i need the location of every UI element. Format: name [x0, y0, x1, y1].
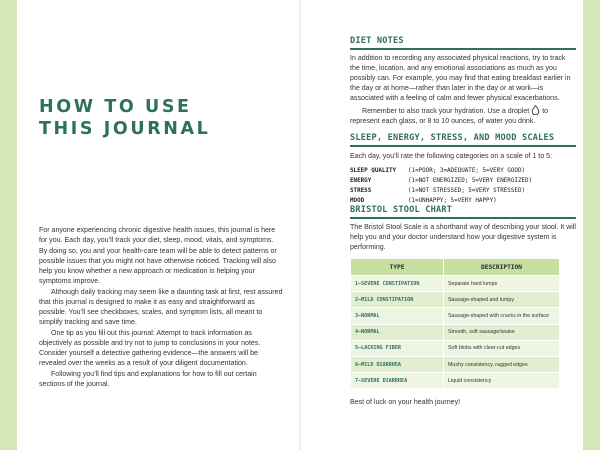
- stool-description-cell: Sausage-shaped with cracks in the surface: [444, 308, 560, 324]
- stool-chart-intro: The Bristol Stool Scale is a shorthand way of describing your stool. It will help you and your doctor understand how your digestive system is performing.: [350, 223, 576, 251]
- column-header-type: TYPE: [351, 259, 444, 276]
- diet-notes-body: [350, 54, 576, 127]
- scale-key-energy: ENERGY: [350, 177, 372, 184]
- intro-paragraph-3: One tip as you fill out this journal: Attempt to track information as objectively as possible and try not to jump to conclusions in your notes. Consider yourself a detective gathering evidence—the answers will be revealed over the weeks as a result of your diligent documentation.: [39, 329, 261, 368]
- stool-chart-section: [350, 205, 576, 409]
- table-header-row: [351, 259, 560, 276]
- stool-description-cell: Liquid consistency: [444, 373, 560, 389]
- scale-value-stress: (1=NOT STRESSED; 5=VERY STRESSED): [408, 188, 526, 195]
- stool-type-cell: 1—SEVERE CONSTIPATION: [351, 276, 444, 292]
- diet-notes-paragraph: In addition to recording any associated physical reactions, try to track the time, location, and any emotional associations as much as you possibly can. For example, you may find that eating breakfast earlier in the day or at home—rather than later in the day or at work—is associated with a feeling of calm and fewer physical exacerbations.: [350, 54, 571, 103]
- intro-text: [39, 226, 283, 390]
- stool-description-cell: Smooth, soft sausage/snake: [444, 324, 560, 340]
- page-title: [39, 96, 210, 140]
- stool-chart-heading: BRISTOL STOOL CHART: [350, 205, 453, 215]
- scales-section: [350, 133, 576, 207]
- hydration-paragraph: [350, 105, 576, 127]
- left-page: [17, 0, 299, 450]
- scale-key-stress: STRESS: [350, 188, 372, 195]
- intro-paragraph-1: For anyone experiencing chronic digestive health issues, this journal is here for you. Each day, you’ll track your diet, sleep, mood, vitals, and symptoms. By doing so, you and your health-care team will be able to detect patterns or possible issues that you might not have otherwise noticed. Tracking will also help you know whether a new approach or medication is helping your symptoms improve.: [39, 227, 277, 286]
- closing-line: Best of luck on your health journey!: [350, 399, 461, 407]
- column-header-description: DESCRIPTION: [444, 259, 560, 276]
- table-row: [351, 324, 560, 340]
- intro-paragraph-4: Following you’ll find tips and explanations for how to fill out certain sections of the journal.: [39, 370, 257, 388]
- table-row: [351, 357, 560, 373]
- scale-value-mood: (1=UNHAPPY; 5=VERY HAPPY): [408, 198, 497, 205]
- title-line-1: HOW TO USE: [39, 97, 192, 117]
- table-row: [351, 292, 560, 308]
- stool-chart-rule: [350, 217, 576, 219]
- table-row: [351, 276, 560, 292]
- left-page-edge-band: [0, 0, 17, 450]
- right-page: [301, 0, 583, 450]
- table-row: [351, 308, 560, 324]
- scales-intro: Each day, you’ll rate the following categories on a scale of 1 to 5:: [350, 152, 552, 160]
- stool-description-cell: Soft blobs with clear-cut edges: [444, 340, 560, 356]
- diet-notes-rule: [350, 48, 576, 50]
- stool-type-cell: 5—LACKING FIBER: [351, 340, 444, 356]
- stool-type-cell: 7—SEVERE DIARRHEA: [351, 373, 444, 389]
- stool-description-cell: Separate hard lumps: [444, 276, 560, 292]
- scale-row-energy: [350, 176, 576, 186]
- scale-key-mood: MOOD: [350, 198, 365, 205]
- stool-description-cell: Sausage-shaped and lumpy: [444, 292, 560, 308]
- scale-row-sleep: [350, 166, 576, 176]
- scale-value-sleep: (1=POOR; 3=ADEQUATE; 5=VERY GOOD): [408, 167, 526, 174]
- intro-paragraph-2: Although daily tracking may seem like a daunting task at first, rest assured that this journal is designed to make it as easy and straightforward as possible. You’ll see checkboxes, scales, and symptom lists, all meant to simplify tracking and save time.: [39, 288, 283, 327]
- stool-description-cell: Mushy consistency, ragged edges: [444, 357, 560, 373]
- droplet-icon: [531, 105, 540, 115]
- stool-type-cell: 4—NORMAL: [351, 324, 444, 340]
- diet-notes-section: [350, 36, 576, 127]
- scale-row-stress: [350, 186, 576, 196]
- stool-type-cell: 2—MILD CONSTIPATION: [351, 292, 444, 308]
- title-line-2: THIS JOURNAL: [39, 119, 211, 139]
- table-row: [351, 340, 560, 356]
- stool-type-cell: 3—NORMAL: [351, 308, 444, 324]
- stool-chart-table: [350, 258, 560, 389]
- diet-notes-heading: DIET NOTES: [350, 36, 404, 46]
- right-page-edge-band: [583, 0, 600, 450]
- scale-value-energy: (1=NOT ENERGIZED; 5=VERY ENERGIZED): [408, 177, 533, 184]
- stool-type-cell: 6—MILD DIARRHEA: [351, 357, 444, 373]
- scales-heading: SLEEP, ENERGY, STRESS, AND MOOD SCALES: [350, 133, 555, 143]
- hydration-text-before: Remember to also track your hydration. Use a droplet: [362, 107, 530, 115]
- hydration-text-after: to represent each glass, or 8 to 10 ounces, of water you drink.: [350, 107, 549, 125]
- scales-rule: [350, 145, 576, 147]
- scale-key-sleep: SLEEP QUALITY: [350, 167, 397, 174]
- table-row: [351, 373, 560, 389]
